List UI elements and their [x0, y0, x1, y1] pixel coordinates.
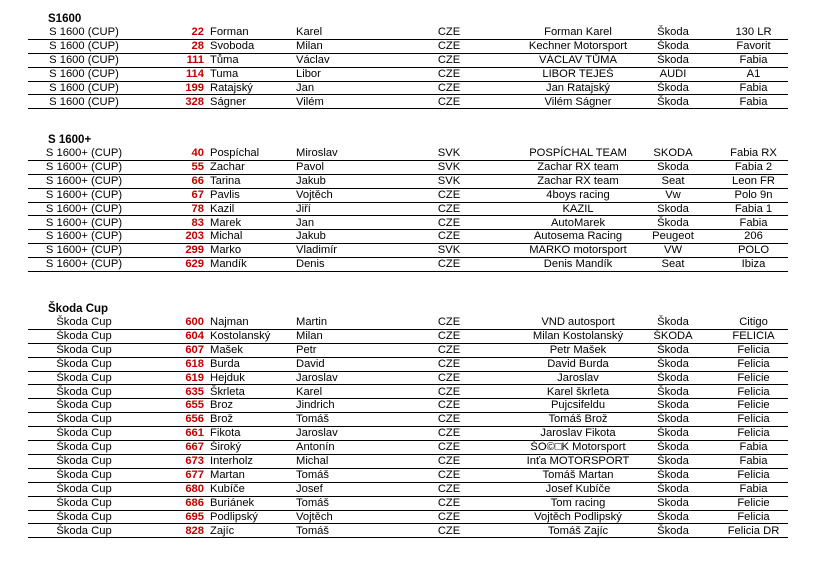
table-row: [28, 147, 788, 161]
team-cell: LIBOR TEJEŠ: [542, 67, 614, 80]
car-model-cell: POLO: [737, 244, 770, 257]
start-number-cell: 66: [191, 174, 204, 187]
team-cell: 4boys racing: [546, 188, 610, 201]
class-cell: S 1600+ (CUP): [45, 244, 123, 257]
surname-cell: Brož: [210, 413, 234, 426]
car-model-cell: Ibiza: [741, 258, 766, 271]
first-name-cell: Martin: [296, 316, 328, 328]
nationality-cell: CZE: [437, 510, 461, 523]
team-cell: ŠO©□K Motorsport: [530, 441, 626, 454]
nationality-cell: CZE: [437, 39, 461, 52]
start-number-cell: 67: [191, 188, 204, 201]
surname-cell: Tůma: [210, 53, 239, 66]
class-cell: Škoda Cup: [56, 441, 112, 454]
first-name-cell: Karel: [296, 385, 323, 398]
surname-cell: Marko: [210, 244, 242, 257]
surname-cell: Zajíc: [210, 524, 235, 537]
car-make-cell: Vw: [665, 188, 681, 201]
team-cell: MARKO motorsport: [529, 244, 627, 257]
start-number-cell: 328: [185, 95, 204, 108]
nationality-cell: CZE: [437, 258, 461, 271]
surname-cell: Kostolanský: [210, 329, 271, 342]
class-cell: S 1600+ (CUP): [45, 230, 123, 243]
team-cell: Petr Mašek: [549, 343, 607, 356]
start-number-cell: 114: [185, 67, 204, 80]
team-cell: AutoMarek: [550, 216, 606, 229]
surname-cell: Fikota: [210, 427, 241, 440]
team-cell: KAZIL: [562, 202, 594, 215]
car-model-cell: Polo 9n: [734, 188, 773, 201]
first-name-cell: Jan: [296, 216, 315, 229]
surname-cell: Ratajský: [210, 81, 253, 94]
car-make-cell: Škoda: [657, 455, 689, 467]
class-cell: Škoda Cup: [56, 385, 112, 398]
car-model-cell: Felicie: [737, 496, 770, 509]
surname-cell: Broz: [210, 399, 234, 412]
class-cell: S 1600 (CUP): [49, 53, 119, 66]
first-name-cell: David: [296, 357, 325, 370]
team-cell: Vojtěch Podlipský: [534, 510, 622, 523]
class-cell: Škoda Cup: [56, 482, 112, 495]
car-make-cell: Skoda: [657, 160, 689, 173]
nationality-cell: CZE: [437, 67, 461, 80]
surname-cell: Buriánek: [210, 496, 255, 509]
table-row: [28, 175, 788, 189]
team-cell: Inťa MOTORSPORT: [526, 455, 630, 467]
team-cell: Milan Kostolanský: [532, 329, 624, 342]
table-row: [28, 372, 788, 386]
start-number-cell: 203: [185, 230, 204, 243]
car-make-cell: Škoda: [657, 510, 689, 523]
table-row: [28, 344, 788, 358]
car-make-cell: ŠKODA: [653, 329, 693, 342]
surname-cell: Interholz: [210, 455, 253, 467]
table-row: [28, 54, 788, 68]
team-cell: VND autosport: [541, 316, 615, 328]
team-cell: Tomáš Martan: [542, 468, 614, 481]
nationality-cell: CZE: [437, 26, 461, 38]
nationality-cell: CZE: [437, 371, 461, 384]
table-row: [28, 189, 788, 203]
class-cell: Škoda Cup: [56, 496, 112, 509]
car-model-cell: Citigo: [739, 316, 768, 328]
car-model-cell: Fabia 2: [734, 160, 773, 173]
start-number-cell: 680: [185, 482, 204, 495]
class-cell: S 1600+ (CUP): [45, 174, 123, 187]
car-make-cell: Škoda: [657, 53, 689, 66]
class-cell: Škoda Cup: [56, 468, 112, 481]
table-row: [28, 497, 788, 511]
car-model-cell: Leon FR: [732, 174, 775, 187]
class-cell: S 1600+ (CUP): [45, 160, 123, 173]
surname-cell: Michal: [210, 230, 243, 243]
car-model-cell: Felicie: [737, 371, 770, 384]
team-cell: Zachar RX team: [537, 160, 619, 173]
class-cell: S 1600+ (CUP): [45, 258, 123, 271]
nationality-cell: CZE: [437, 81, 461, 94]
nationality-cell: CZE: [437, 53, 461, 66]
car-model-cell: Fabia: [739, 455, 768, 467]
start-number-cell: 607: [185, 343, 204, 356]
surname-cell: Široký: [210, 441, 242, 454]
car-make-cell: Škoda: [657, 468, 689, 481]
car-make-cell: Škoda: [657, 524, 689, 537]
nationality-cell: CZE: [437, 357, 461, 370]
first-name-cell: Václav: [296, 53, 330, 66]
surname-cell: Hejduk: [210, 371, 245, 384]
start-number-cell: 83: [191, 216, 204, 229]
nationality-cell: CZE: [437, 399, 461, 412]
car-model-cell: Favorit: [736, 39, 771, 52]
table-row: [28, 358, 788, 372]
car-model-cell: Fabia: [739, 216, 768, 229]
first-name-cell: Jiří: [296, 202, 311, 215]
nationality-cell: CZE: [437, 482, 461, 495]
start-number-cell: 618: [185, 357, 204, 370]
start-number-cell: 686: [185, 496, 204, 509]
first-name-cell: Jaroslav: [296, 427, 338, 440]
first-name-cell: Josef: [296, 482, 323, 495]
nationality-cell: CZE: [437, 95, 461, 108]
car-make-cell: Škoda: [657, 39, 689, 52]
table-row: [28, 230, 788, 244]
start-number-cell: 673: [185, 455, 204, 467]
first-name-cell: Vojtěch: [296, 188, 333, 201]
section-title: S1600: [48, 13, 82, 25]
nationality-cell: CZE: [437, 329, 461, 342]
nationality-cell: CZE: [437, 468, 461, 481]
surname-cell: Najman: [210, 316, 249, 328]
car-make-cell: Škoda: [657, 216, 689, 229]
first-name-cell: Denis: [296, 258, 325, 271]
class-cell: S 1600 (CUP): [49, 81, 119, 94]
nationality-cell: CZE: [437, 202, 461, 215]
first-name-cell: Libor: [296, 67, 321, 80]
table-row: [28, 427, 788, 441]
car-make-cell: Škoda: [657, 343, 689, 356]
start-number-cell: 655: [185, 399, 204, 412]
car-make-cell: Škoda: [657, 482, 689, 495]
table-row: [28, 258, 788, 272]
car-model-cell: Felicia: [737, 427, 770, 440]
first-name-cell: Jakub: [296, 174, 326, 187]
first-name-cell: Vojtěch: [296, 510, 333, 523]
first-name-cell: Tomáš: [296, 524, 329, 537]
car-model-cell: 130 LR: [735, 26, 772, 38]
table-row: [28, 96, 788, 110]
first-name-cell: Milan: [296, 39, 323, 52]
class-cell: Škoda Cup: [56, 524, 112, 537]
class-cell: S 1600 (CUP): [49, 67, 119, 80]
car-make-cell: Peugeot: [652, 230, 694, 243]
surname-cell: Svoboda: [210, 39, 255, 52]
car-make-cell: Škoda: [657, 371, 689, 384]
car-model-cell: FELICIA: [732, 329, 775, 342]
car-make-cell: Skoda: [657, 496, 689, 509]
car-model-cell: A1: [746, 67, 761, 80]
car-make-cell: Škoda: [657, 441, 689, 454]
car-model-cell: Felicia: [737, 510, 770, 523]
class-cell: S 1600+ (CUP): [45, 202, 123, 215]
nationality-cell: CZE: [437, 427, 461, 440]
table-row: [28, 386, 788, 400]
first-name-cell: Tomáš: [296, 496, 329, 509]
team-cell: Tom racing: [550, 496, 606, 509]
first-name-cell: Vilém: [296, 95, 324, 108]
car-model-cell: Fabia 1: [734, 202, 773, 215]
surname-cell: Forman: [210, 26, 249, 38]
start-number-cell: 111: [186, 53, 204, 66]
car-make-cell: Škoda: [657, 427, 689, 440]
table-row: [28, 469, 788, 483]
surname-cell: Mašek: [210, 343, 243, 356]
team-cell: David Burda: [547, 357, 609, 370]
team-cell: Pujcsifeldu: [550, 399, 606, 412]
table-row: [28, 525, 788, 539]
table-row: [28, 217, 788, 231]
car-model-cell: Felicia: [737, 413, 770, 426]
start-number-cell: 299: [185, 244, 204, 257]
first-name-cell: Pavol: [296, 160, 324, 173]
class-cell: Škoda Cup: [56, 510, 112, 523]
car-make-cell: Škoda: [657, 81, 689, 94]
car-make-cell: Škoda: [657, 95, 689, 108]
car-make-cell: SKODA: [653, 147, 693, 159]
surname-cell: Marek: [210, 216, 242, 229]
nationality-cell: SVK: [437, 147, 461, 159]
table-row: [28, 68, 788, 82]
start-number-cell: 28: [191, 39, 204, 52]
nationality-cell: CZE: [437, 496, 461, 509]
class-cell: Škoda Cup: [56, 329, 112, 342]
table-row: [28, 82, 788, 96]
car-make-cell: Škoda: [657, 316, 689, 328]
table-row: [28, 244, 788, 258]
table-row: [28, 455, 788, 469]
nationality-cell: CZE: [437, 441, 461, 454]
start-number-cell: 55: [191, 160, 204, 173]
table-row: [28, 330, 788, 344]
nationality-cell: CZE: [437, 230, 461, 243]
car-make-cell: Škoda: [657, 385, 689, 398]
team-cell: Autosema Racing: [533, 230, 623, 243]
table-row: [28, 316, 788, 330]
surname-cell: Kazil: [210, 202, 235, 215]
nationality-cell: CZE: [437, 343, 461, 356]
class-cell: S 1600 (CUP): [49, 95, 119, 108]
car-make-cell: Seat: [661, 174, 685, 187]
table-row: [28, 26, 788, 40]
table-row: [28, 483, 788, 497]
car-model-cell: Fabia: [739, 95, 768, 108]
car-model-cell: Fabia: [739, 53, 768, 66]
start-number-cell: 828: [185, 524, 204, 537]
surname-cell: Pospíchal: [210, 147, 260, 159]
surname-cell: Ságner: [210, 95, 247, 108]
surname-cell: Škrleta: [210, 385, 245, 398]
car-model-cell: 206: [744, 230, 763, 243]
class-cell: Škoda Cup: [56, 343, 112, 356]
team-cell: Kechner Motorsport: [528, 39, 628, 52]
car-make-cell: Škoda: [657, 357, 689, 370]
first-name-cell: Michal: [296, 455, 329, 467]
class-cell: S 1600+ (CUP): [45, 188, 123, 201]
first-name-cell: Vladimír: [296, 244, 338, 257]
first-name-cell: Jan: [296, 81, 315, 94]
nationality-cell: CZE: [437, 316, 461, 328]
start-number-cell: 78: [191, 202, 204, 215]
nationality-cell: SVK: [437, 244, 461, 257]
class-cell: S 1600 (CUP): [49, 39, 119, 52]
car-model-cell: Fabia RX: [730, 147, 777, 159]
first-name-cell: Tomáš: [296, 468, 329, 481]
car-model-cell: Felicia: [737, 468, 770, 481]
team-cell: Denis Mandík: [543, 258, 613, 271]
car-model-cell: Felicia: [737, 385, 770, 398]
first-name-cell: Jindrich: [296, 399, 335, 412]
team-cell: Jan Ratajský: [545, 81, 611, 94]
first-name-cell: Jaroslav: [296, 371, 338, 384]
table-row: [28, 413, 788, 427]
team-cell: Tomáš Zajíc: [547, 524, 609, 537]
first-name-cell: Karel: [296, 26, 323, 38]
start-number-cell: 199: [185, 81, 204, 94]
car-model-cell: Felicia: [737, 357, 770, 370]
surname-cell: Kubíče: [210, 482, 245, 495]
surname-cell: Pavlis: [210, 188, 240, 201]
first-name-cell: Milan: [296, 329, 323, 342]
class-cell: Škoda Cup: [56, 427, 112, 440]
team-cell: Jaroslav: [557, 371, 599, 384]
car-model-cell: Felicia DR: [727, 524, 780, 537]
class-cell: S 1600 (CUP): [49, 26, 119, 38]
team-cell: Josef Kubíče: [545, 482, 611, 495]
class-cell: Škoda Cup: [56, 357, 112, 370]
table-row: [28, 40, 788, 54]
start-number-cell: 40: [191, 147, 204, 159]
class-cell: Škoda Cup: [56, 455, 112, 467]
class-cell: S 1600+ (CUP): [45, 147, 123, 159]
car-make-cell: Škoda: [657, 413, 689, 426]
first-name-cell: Miroslav: [296, 147, 338, 159]
car-make-cell: Skoda: [657, 399, 689, 412]
car-model-cell: Felicia: [737, 343, 770, 356]
start-number-cell: 661: [185, 427, 204, 440]
surname-cell: Tarina: [210, 174, 241, 187]
start-number-cell: 619: [185, 371, 204, 384]
first-name-cell: Jakub: [296, 230, 326, 243]
start-number-cell: 600: [185, 316, 204, 328]
surname-cell: Podlipský: [210, 510, 258, 523]
class-cell: Škoda Cup: [56, 399, 112, 412]
nationality-cell: CZE: [437, 455, 461, 467]
first-name-cell: Tomáš: [296, 413, 329, 426]
start-number-cell: 677: [185, 468, 204, 481]
table-row: [28, 399, 788, 413]
start-number-cell: 22: [191, 26, 204, 38]
start-number-cell: 629: [185, 258, 204, 271]
start-number-cell: 667: [185, 441, 204, 454]
team-cell: Forman Karel: [544, 26, 612, 38]
team-cell: Jaroslav Fikota: [540, 427, 616, 440]
nationality-cell: SVK: [437, 160, 461, 173]
start-number-cell: 604: [185, 329, 204, 342]
car-model-cell: Fabia: [739, 441, 768, 454]
car-model-cell: Felicie: [737, 399, 770, 412]
team-cell: Karel škrleta: [546, 385, 610, 398]
nationality-cell: CZE: [437, 524, 461, 537]
table-row: [28, 161, 788, 175]
car-make-cell: Skoda: [657, 202, 689, 215]
team-cell: Vilém Ságner: [544, 95, 612, 108]
start-number-cell: 695: [185, 510, 204, 523]
table-row: [28, 441, 788, 455]
start-number-cell: 635: [185, 385, 204, 398]
surname-cell: Burda: [210, 357, 240, 370]
surname-cell: Tuma: [210, 67, 239, 80]
nationality-cell: CZE: [437, 188, 461, 201]
section-title: Škoda Cup: [48, 303, 109, 315]
nationality-cell: SVK: [437, 174, 461, 187]
car-model-cell: Fabia: [739, 81, 768, 94]
team-cell: VÁCLAV TŮMA: [539, 53, 617, 66]
nationality-cell: CZE: [437, 413, 461, 426]
section-title: S 1600+: [48, 134, 92, 146]
car-make-cell: AUDI: [659, 67, 687, 80]
car-make-cell: Seat: [661, 258, 685, 271]
team-cell: Zachar RX team: [537, 174, 619, 187]
surname-cell: Zachar: [210, 160, 245, 173]
car-model-cell: Fabia: [739, 482, 768, 495]
start-number-cell: 656: [185, 413, 204, 426]
nationality-cell: CZE: [437, 385, 461, 398]
car-make-cell: Škoda: [657, 26, 689, 38]
team-cell: POSPÍCHAL TEAM: [529, 147, 627, 159]
class-cell: S 1600+ (CUP): [45, 216, 123, 229]
first-name-cell: Petr: [296, 343, 317, 356]
table-row: [28, 203, 788, 217]
class-cell: Škoda Cup: [56, 316, 112, 328]
surname-cell: Mandík: [210, 258, 247, 271]
class-cell: Škoda Cup: [56, 413, 112, 426]
table-row: [28, 511, 788, 525]
class-cell: Škoda Cup: [56, 371, 112, 384]
first-name-cell: Antonín: [296, 441, 335, 454]
team-cell: Tomáš Brož: [548, 413, 608, 426]
car-make-cell: VW: [663, 244, 683, 257]
surname-cell: Martan: [210, 468, 245, 481]
nationality-cell: CZE: [437, 216, 461, 229]
